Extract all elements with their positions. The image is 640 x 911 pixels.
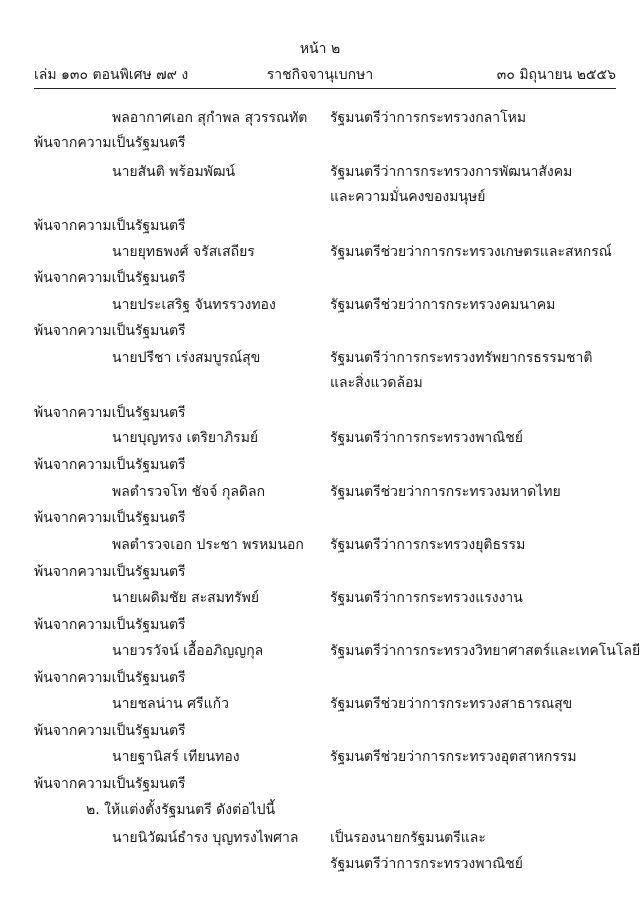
minister-name: นายวรวัจน์ เอื้ออภิญญกุล [112, 643, 264, 659]
minister-name: นายฐานิสร์ เทียนทอง [112, 749, 240, 765]
minister-name: พลอากาศเอก สุกำพล สุวรรณทัต [112, 110, 308, 126]
header-rule [34, 88, 616, 89]
minister-name: นายเผดิมชัย สะสมทรัพย์ [112, 590, 260, 606]
relieved-text: พ้นจากความเป็นรัฐมนตรี [34, 323, 186, 339]
minister-position: รัฐมนตรีว่าการกระทรวงแรงงาน [330, 590, 523, 606]
minister-position: รัฐมนตรีช่วยว่าการกระทรวงสาธารณสุข [330, 696, 573, 712]
minister-position: รัฐมนตรีช่วยว่าการกระทรวงเกษตรและสหกรณ์ [330, 244, 612, 260]
minister-position-cont: และสิ่งแวดล้อม [330, 375, 423, 391]
section-2-heading: ๒. ให้แต่งตั้งรัฐมนตรี ดังต่อไปนี้ [86, 802, 276, 818]
minister-position: รัฐมนตรีช่วยว่าการกระทรวงอุตสาหกรรม [330, 749, 577, 765]
relieved-text: พ้นจากความเป็นรัฐมนตรี [34, 776, 186, 792]
minister-position: รัฐมนตรีว่าการกระทรวงการพัฒนาสังคม [330, 164, 573, 180]
relieved-text: พ้นจากความเป็นรัฐมนตรี [34, 405, 186, 421]
minister-name: นายประเสริฐ จันทรรวงทอง [112, 297, 276, 313]
minister-position: รัฐมนตรีว่าการกระทรวงวิทยาศาสตร์และเทคโนโลยี [330, 643, 640, 659]
minister-position: รัฐมนตรีว่าการกระทรวงยุติธรรม [330, 537, 526, 553]
appointee-position: เป็นรองนายกรัฐมนตรีและ [330, 830, 486, 846]
relieved-text: พ้นจากความเป็นรัฐมนตรี [34, 617, 186, 633]
minister-name: นายบุญทรง เตริยาภิรมย์ [112, 430, 259, 446]
relieved-text: พ้นจากความเป็นรัฐมนตรี [34, 457, 186, 473]
minister-name: นายชลน่าน ศรีแก้ว [112, 696, 229, 712]
relieved-text: พ้นจากความเป็นรัฐมนตรี [34, 270, 186, 286]
minister-position: รัฐมนตรีว่าการกระทรวงพาณิชย์ [330, 430, 523, 446]
minister-position: รัฐมนตรีว่าการกระทรวงกลาโหม [330, 110, 527, 126]
publication-date: ๓๐ มิถุนายน ๒๕๕๖ [496, 67, 616, 83]
appointee-name: นายนิวัฒน์ธำรง บุญทรงไพศาล [112, 830, 299, 846]
minister-name: พลตำรวจโท ชัจจ์ กุลดิลก [112, 484, 266, 500]
minister-position: รัฐมนตรีช่วยว่าการกระทรวงมหาดไทย [330, 484, 561, 500]
relieved-text: พ้นจากความเป็นรัฐมนตรี [34, 723, 186, 739]
relieved-text: พ้นจากความเป็นรัฐมนตรี [34, 564, 186, 580]
minister-position-cont: และความมั่นคงของมนุษย์ [330, 189, 486, 205]
minister-name: พลตำรวจเอก ประชา พรหมนอก [112, 537, 304, 553]
relieved-text: พ้นจากความเป็นรัฐมนตรี [34, 218, 186, 234]
minister-name: นายยุทธพงศ์ จรัสเสถียร [112, 244, 255, 260]
appointee-position-cont: รัฐมนตรีว่าการกระทรวงพาณิชย์ [330, 856, 523, 872]
minister-name: นายปรีชา เร่งสมบูรณ์สุข [112, 350, 261, 366]
minister-name: นายสันติ พร้อมพัฒน์ [112, 164, 236, 180]
relieved-text: พ้นจากความเป็นรัฐมนตรี [34, 135, 186, 151]
relieved-text: พ้นจากความเป็นรัฐมนตรี [34, 510, 186, 526]
volume-info: เล่ม ๑๓๐ ตอนพิเศษ ๗๙ ง [34, 67, 189, 83]
minister-position: รัฐมนตรีว่าการกระทรวงทรัพยากรธรรมชาติ [330, 350, 593, 366]
page-number: หน้า ๒ [299, 41, 341, 57]
relieved-text: พ้นจากความเป็นรัฐมนตรี [34, 670, 186, 686]
minister-position: รัฐมนตรีช่วยว่าการกระทรวงคมนาคม [330, 297, 556, 313]
gazette-title: ราชกิจจานุเบกษา [266, 67, 374, 83]
